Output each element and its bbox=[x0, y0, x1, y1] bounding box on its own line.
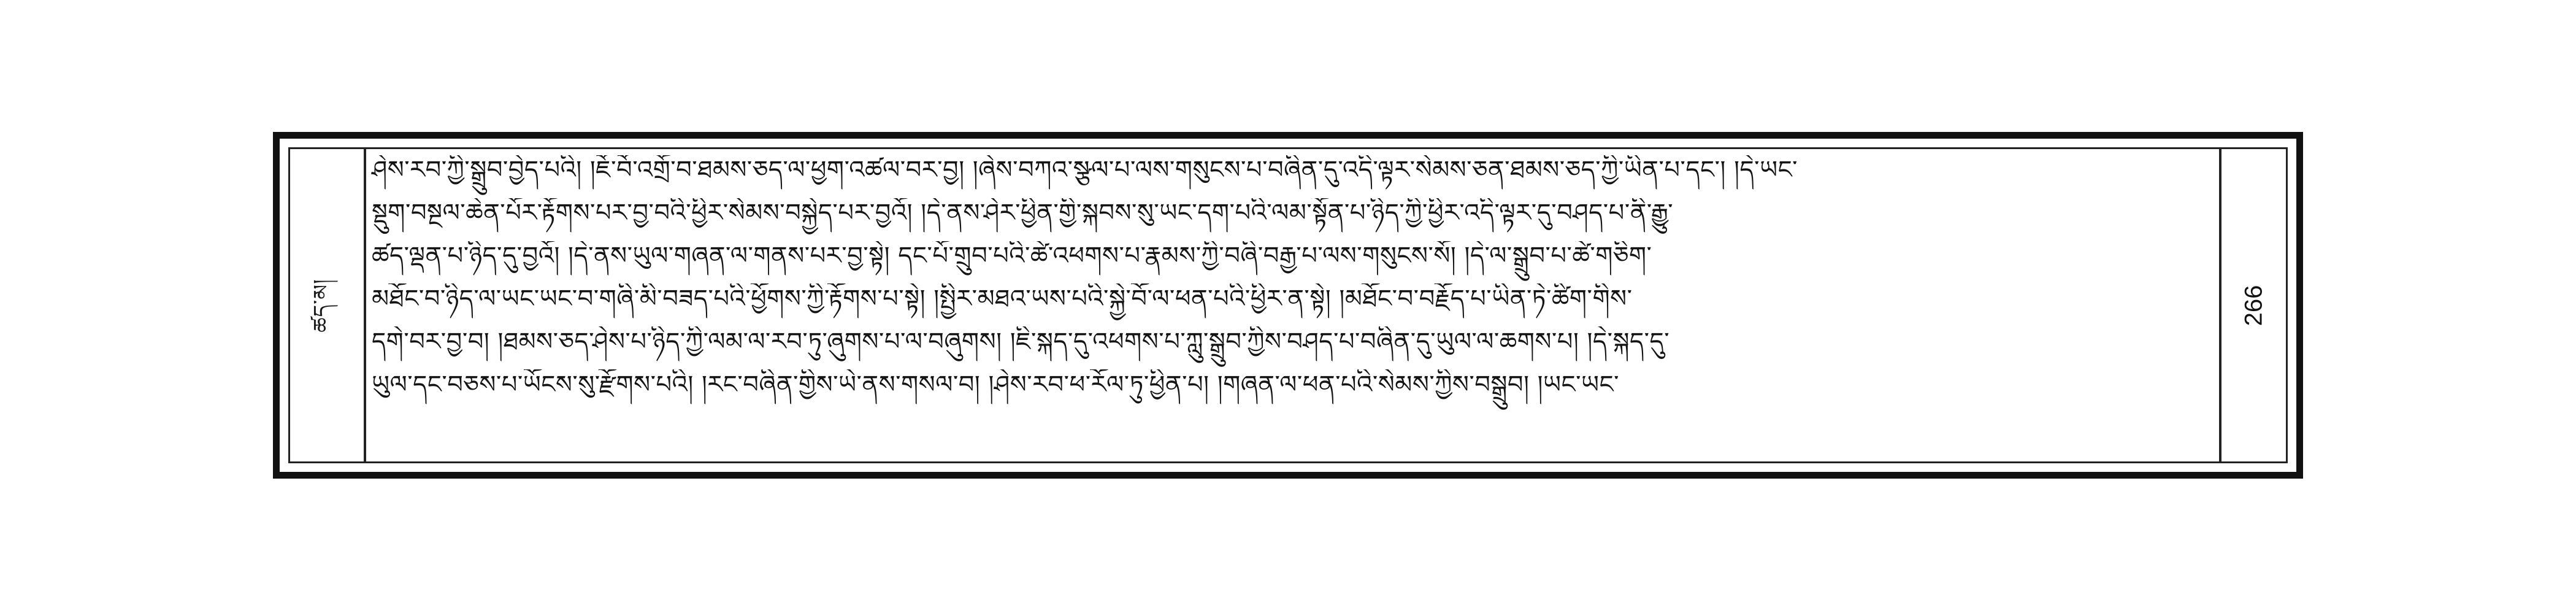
text-line bbox=[367, 283, 2218, 326]
text-line-content: སྡུག་བསྔལ་ཆེན་པོར་རྟོགས་པར་བྱ་བའི་ཕྱིར་སེམས་བསྐྱེད་པར་བྱའོ། །དེ་ནས་ཤེར་ཕྱིན་གྱི་སྐབས་སུ་ཡང་དག་པའི་ལམ་སྟོན་པ་ཉིད་ཀྱི་ཕྱིར་འདི་ལྟར་དུ་བཤད་པ་ནི་རྒྱུ་ bbox=[372, 199, 1674, 228]
text-line bbox=[367, 155, 2218, 198]
margin-title: ཚད་མ། bbox=[309, 278, 334, 333]
right-margin-panel bbox=[2219, 149, 2286, 461]
page-number: 266 bbox=[2240, 285, 2267, 326]
text-line-content: ཡུལ་དང་བཅས་པ་ཡོངས་སུ་རྫོགས་པའི། །རང་བཞིན་གྱིས་ཡེ་ནས་གསལ་བ། །ཤེས་རབ་ཕ་རོལ་ཏུ་ཕྱིན་པ། །གཞན་ལ་ཕན་པའི་སེམས་ཀྱིས་བསྒྲུབ། །ཡང་ཡང་ bbox=[372, 370, 1619, 399]
text-line bbox=[367, 326, 2218, 369]
folio-border bbox=[273, 132, 2303, 479]
folio-text-block bbox=[367, 155, 2218, 455]
text-line-content: ཚད་ལྡན་པ་ཉིད་དུ་བྱའོ། །དེ་ནས་ཡུལ་གཞན་ལ་གནས་པར་བྱ་སྟེ། དང་པོ་གྲུབ་པའི་ཚེ་འཕགས་པ་རྣམས་ཀྱི་བཞི་བརྒྱ་པ་ལས་གསུངས་སོ། །དེ་ལ་སྒྲུབ་པ་ཚེ་གཅིག་ bbox=[372, 242, 1652, 271]
text-line bbox=[367, 369, 2218, 412]
text-line-content: དགེ་བར་བྱ་བ། །ཐམས་ཅད་ཤེས་པ་ཉིད་ཀྱི་ལམ་ལ་རབ་ཏུ་ཞུགས་པ་ལ་བཞུགས། །ཇི་སྐད་དུ་འཕགས་པ་ཀླུ་སྒྲུབ་ཀྱིས་བཤད་པ་བཞིན་དུ་ཡུལ་ལ་ཆགས་པ། །དེ་སྐད་དུ་ bbox=[372, 327, 1670, 356]
text-line bbox=[367, 241, 2218, 284]
text-line-content: ཤེས་རབ་ཀྱི་སྒྲུབ་བྱེད་པའི། །ཇོ་བོ་འགྲོ་བ་ཐམས་ཅད་ལ་ཕྱག་འཚལ་བར་བྱ། །ཞེས་བཀའ་སྩལ་པ་ལས་གསུངས་པ་བཞིན་དུ་འདི་ལྟར་སེམས་ཅན་ཐམས་ཅད་ཀྱི་ཡིན་པ་དང་། །དེ་ཡང་ bbox=[372, 156, 1798, 185]
text-line bbox=[367, 198, 2218, 241]
left-margin-panel bbox=[290, 149, 366, 461]
folio-inner-frame bbox=[288, 147, 2288, 463]
text-line-content: མཐོང་བ་ཉིད་ལ་ཡང་ཡང་བ་གཞི་མི་བཟད་པའི་ཕྱོགས་ཀྱི་རྟོགས་པ་སྟེ། །སྤྱིར་མཐའ་ཡས་པའི་སྐྱེ་བོ་ལ་ཕན་པའི་ཕྱིར་ན་སྟེ། །མཐོང་བ་བརྗོད་པ་ཡིན་ཏེ་ཚིག་གིས་ bbox=[372, 284, 1633, 313]
text-line bbox=[367, 412, 2218, 455]
